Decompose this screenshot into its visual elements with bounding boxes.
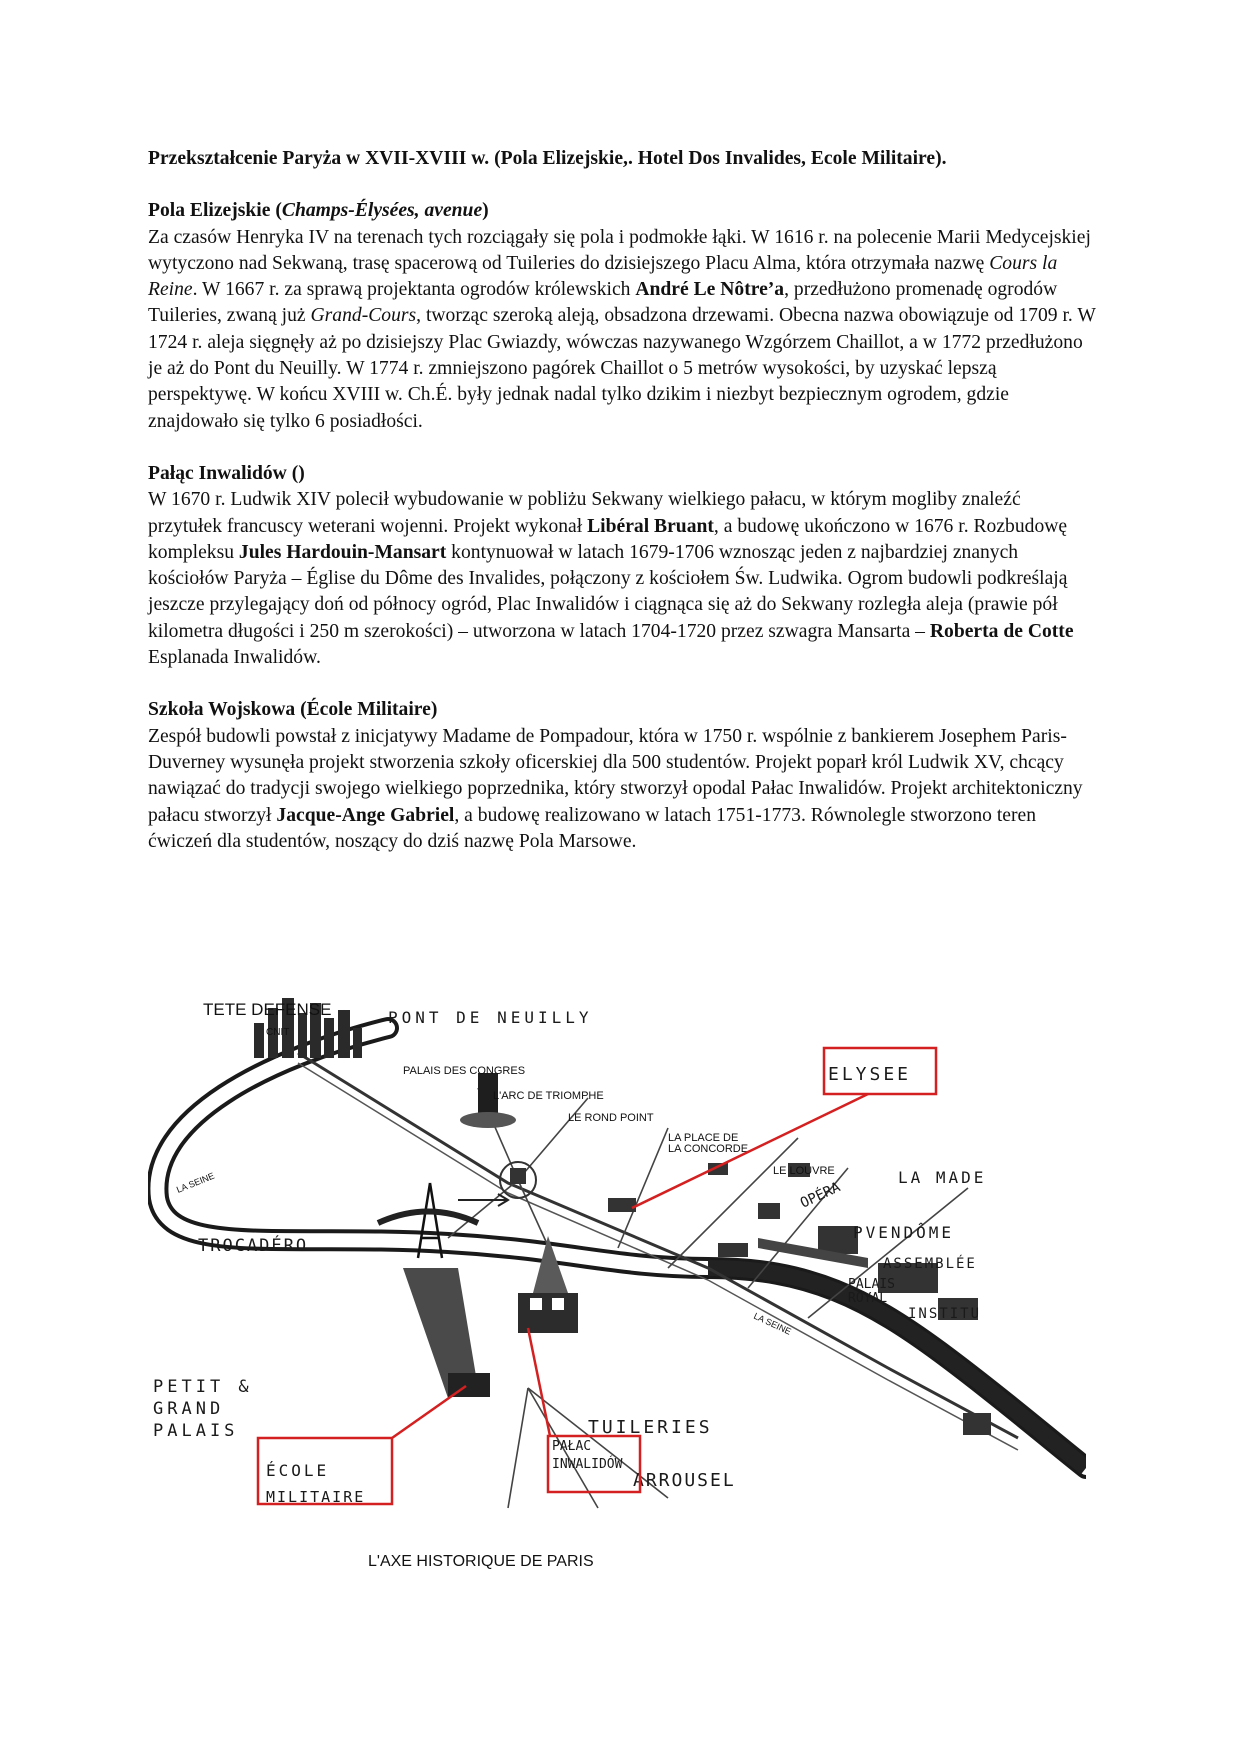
label-ecole-1: ÉCOLE xyxy=(266,1461,330,1480)
label-elysee: ELYSEE xyxy=(828,1064,912,1085)
section-ecole-militaire xyxy=(148,697,1096,855)
label-petit-3: PALAIS xyxy=(153,1421,239,1441)
label-petit-1: PETIT & xyxy=(153,1377,253,1397)
document-text xyxy=(148,146,1096,881)
label-concorde-1: LA PLACE DE xyxy=(668,1132,739,1144)
label-arc: L'ARC DE TRIOMPHE xyxy=(493,1090,604,1102)
label-pont-neuilly: PONT DE NEUILLY xyxy=(388,1008,593,1027)
invalides-building xyxy=(518,1293,578,1333)
label-palac-2: INWALIDÓW xyxy=(552,1457,623,1472)
label-carrousel: ARROUSEL xyxy=(633,1470,736,1491)
arc-de-triomphe xyxy=(510,1168,526,1184)
label-rond-point: LE ROND POINT xyxy=(568,1112,654,1124)
label-palais-royal-1: PALAIS xyxy=(848,1277,895,1292)
label-seine-1: LA SEINE xyxy=(175,1170,216,1195)
label-ecole-2: MILITAIRE xyxy=(266,1488,366,1506)
label-institut: INSTITU xyxy=(908,1306,982,1322)
label-trocadero: TROCADÉRO xyxy=(198,1236,309,1256)
ile-de-la-cite xyxy=(963,1413,991,1435)
section-invalides xyxy=(148,461,1096,671)
palac-inwalidow-leader-line xyxy=(528,1328,550,1436)
label-opera: OPÉRA xyxy=(797,1179,843,1212)
section-paragraph: W 1670 r. Ludwik XIV polecił wybudowanie w pobliżu Sekwany wielkiego pałacu, w którym mogliby znaleźć przytułek francuscy weterani wojenni. Projekt wykonał Libéral Bruant, a budowę ukończono w 1676 r. Rozbudowę kompleksu Jules Hardouin-Mansart kontynuował w latach 1679-1706 wznosząc jeden z najbardziej znanych kościołów Paryża – Église du Dôme des Invalides, połączony z kościołem Św. Ludwika. Ogrom budowli podkreślają jeszcze przylegający doń od północy ogród, Plac Inwalidów i ciągnąca się aż do Sekwany rozległa aleja (prawie pół kilometra długości i 250 m szerokości) – utworzona w latach 1704-1720 przez szwagra Mansarta – Roberta de Cotte Esplanada Inwalidów. xyxy=(148,489,1074,669)
label-axe-historique: L'AXE HISTORIQUE DE PARIS xyxy=(368,1553,594,1570)
label-seine-2: LA SEINE xyxy=(752,1310,793,1337)
trocadero-palace xyxy=(378,1212,478,1224)
label-cnit: CNIT xyxy=(266,1027,290,1038)
label-louvre: LE LOUVRE xyxy=(773,1165,835,1177)
section-champs-elysees xyxy=(148,198,1096,435)
label-assemblee: ASSEMBLÉE xyxy=(883,1256,977,1272)
label-palais-congres: PALAIS DES CONGRES xyxy=(403,1065,526,1077)
document-title: Przekształcenie Paryża w XVII-XVIII w. (Pola Elizejskie,. Hotel Dos Invalides, Ecole Militaire). xyxy=(148,148,947,169)
section-heading: Pałąc Inwalidów () xyxy=(148,462,305,484)
historic-axis-map xyxy=(148,968,1086,1572)
label-tete-defense: TETE DEFENSE xyxy=(203,1000,332,1019)
label-vendome: PVENDÔME xyxy=(853,1223,955,1242)
label-madeleine: LA MADE xyxy=(898,1168,987,1187)
label-tuileries: TUILERIES xyxy=(588,1417,713,1438)
section-heading: Pola Elizejskie (Champs-Élysées, avenue) xyxy=(148,200,489,222)
map-illustration xyxy=(148,968,1086,1572)
section-paragraph: Zespół budowli powstał z inicjatywy Madame de Pompadour, która w 1750 r. wspólnie z bankierem Josephem Paris-Duverney wysunęła projekt stworzenia szkoły oficerskiej dla 500 studentów. Projekt poparł król Ludwik XV, chcący nawiązać do tradycji swojego wielkiego poprzednika, który stworzył opodal Pałac Inwalidów. Projekt architektoniczny pałacu stworzył Jacque-Ange Gabriel, a budowę realizowano w latach 1751-1773. Równolegle stworzono teren ćwiczeń dla studentów, noszący do dziś nazwę Pola Marsowe. xyxy=(148,725,1083,852)
label-palais-royal-2: ROYAL xyxy=(848,1291,888,1306)
section-paragraph: Za czasów Henryka IV na terenach tych rozciągały się pola i podmokłe łąki. W 1616 r. na polecenie Marii Medycejskiej wytyczono nad Sekwaną, trasę spacerową od Tuileries do dzisiejszego Placu Alma, która otrzymała nazwę Cours la Reine. W 1667 r. za sprawą projektanta ogrodów królewskich André Le Nôtre’a, przedłużono promenadę ogrodów Tuileries, zwaną już Grand-Cours, tworząc szeroką aleją, obsadzona drzewami. Obecna nazwa obowiązuje od 1709 r. W 1724 r. aleja sięgnęły aż po dzisiejszy Plac Gwiazdy, wówczas nazywanego Wzgórzem Chaillot, a w 1772 przedłużono je aż do Pont du Neuilly. W 1774 r. zmniejszono pagórek Chaillot o 5 metrów wysokości, by uzyskać lepszą perspektywę. W końcu XVIII w. Ch.É. były jednak nadal tylko dzikim i niezbyt bezpiecznym ogrodem, gdzie znajdowało się tylko 6 posiadłości. xyxy=(148,226,1096,432)
section-heading: Szkoła Wojskowa (École Militaire) xyxy=(148,699,438,721)
label-concorde-2: LA CONCORDE xyxy=(668,1143,749,1155)
label-palac-1: PAŁAC xyxy=(552,1439,592,1454)
ecole-militaire-leader-line xyxy=(392,1386,466,1438)
label-petit-2: GRAND xyxy=(153,1399,225,1419)
trocadero-arrow xyxy=(458,1194,508,1206)
